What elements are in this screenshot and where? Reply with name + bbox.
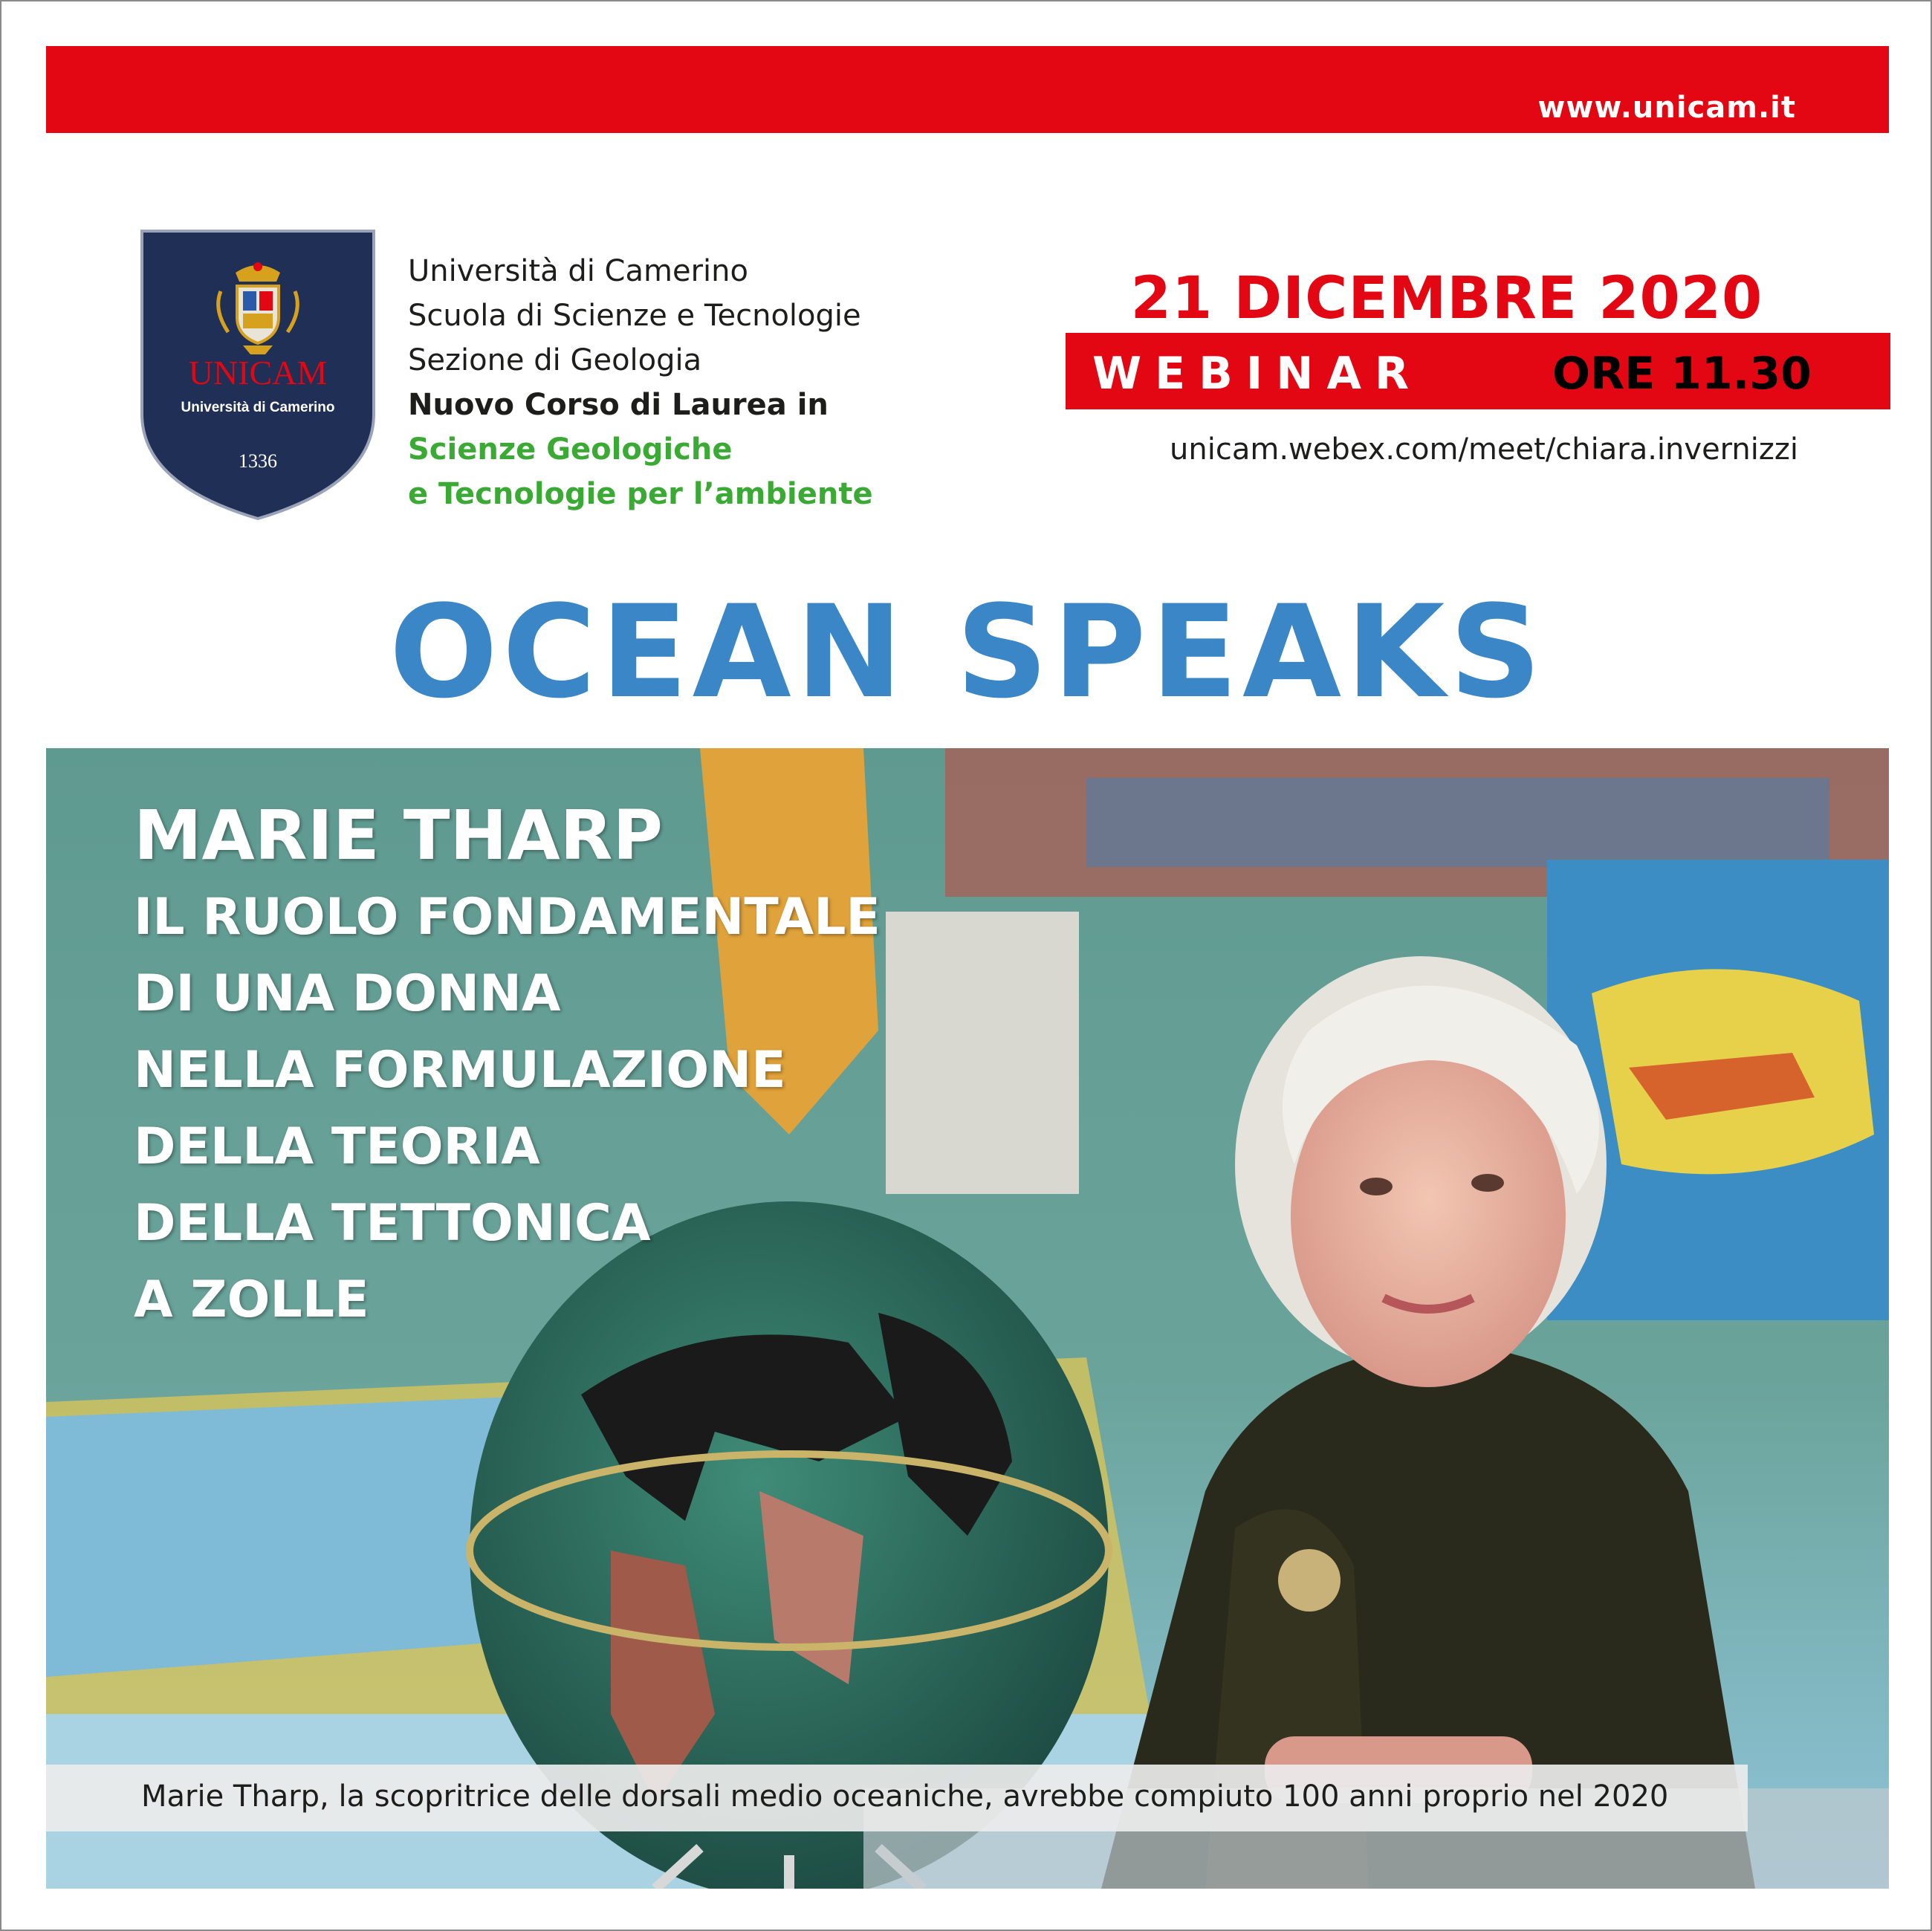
- course-name: Scienze Geologiche: [408, 432, 733, 467]
- event-time: ORE 11.30: [1552, 348, 1812, 400]
- headline-line: A ZOLLE: [134, 1270, 369, 1329]
- logo-brand: UNICAM: [188, 354, 328, 392]
- headline-line: IL RUOLO FONDAMENTALE: [134, 888, 881, 947]
- webinar-label: WEBINAR: [1092, 348, 1423, 400]
- institution-block: [408, 249, 958, 516]
- headline-line: NELLA FORMULAZIONE: [134, 1041, 786, 1100]
- institution-line: Scuola di Scienze e Tecnologie: [408, 299, 861, 333]
- course-name: e Tecnologie per l’ambiente: [408, 477, 873, 511]
- headline-line: DELLA TETTONICA: [134, 1194, 651, 1253]
- event-date: 21 DICEMBRE 2020: [1130, 265, 1763, 332]
- caption-text: Marie Tharp, la scopritrice delle dorsali medio oceaniche, avrebbe compiuto 100 anni proprio nel 2020: [141, 1779, 1669, 1814]
- headline-line: DI UNA DONNA: [134, 964, 561, 1023]
- top-banner: [46, 46, 1889, 133]
- headline: [134, 793, 881, 1338]
- course-intro: Nuovo Corso di Laurea in: [408, 388, 829, 422]
- photo-caption: [46, 1765, 1748, 1831]
- logo-subtitle: Università di Camerino: [181, 400, 335, 415]
- page-title: OCEAN SPEAKS: [389, 577, 1546, 727]
- headline-line: DELLA TEORIA: [134, 1117, 540, 1176]
- site-url-link[interactable]: www.unicam.it: [1537, 91, 1796, 125]
- institution-line: Sezione di Geologia: [408, 343, 702, 377]
- unicam-logo: [139, 228, 377, 522]
- meeting-link[interactable]: unicam.webex.com/meet/chiara.invernizzi: [1170, 432, 1798, 467]
- headline-name: MARIE THARP: [134, 796, 663, 875]
- logo-year: 1336: [239, 450, 277, 472]
- webinar-bar: [1066, 333, 1890, 409]
- institution-line: Università di Camerino: [408, 254, 748, 288]
- hero-photo: [46, 748, 1889, 1889]
